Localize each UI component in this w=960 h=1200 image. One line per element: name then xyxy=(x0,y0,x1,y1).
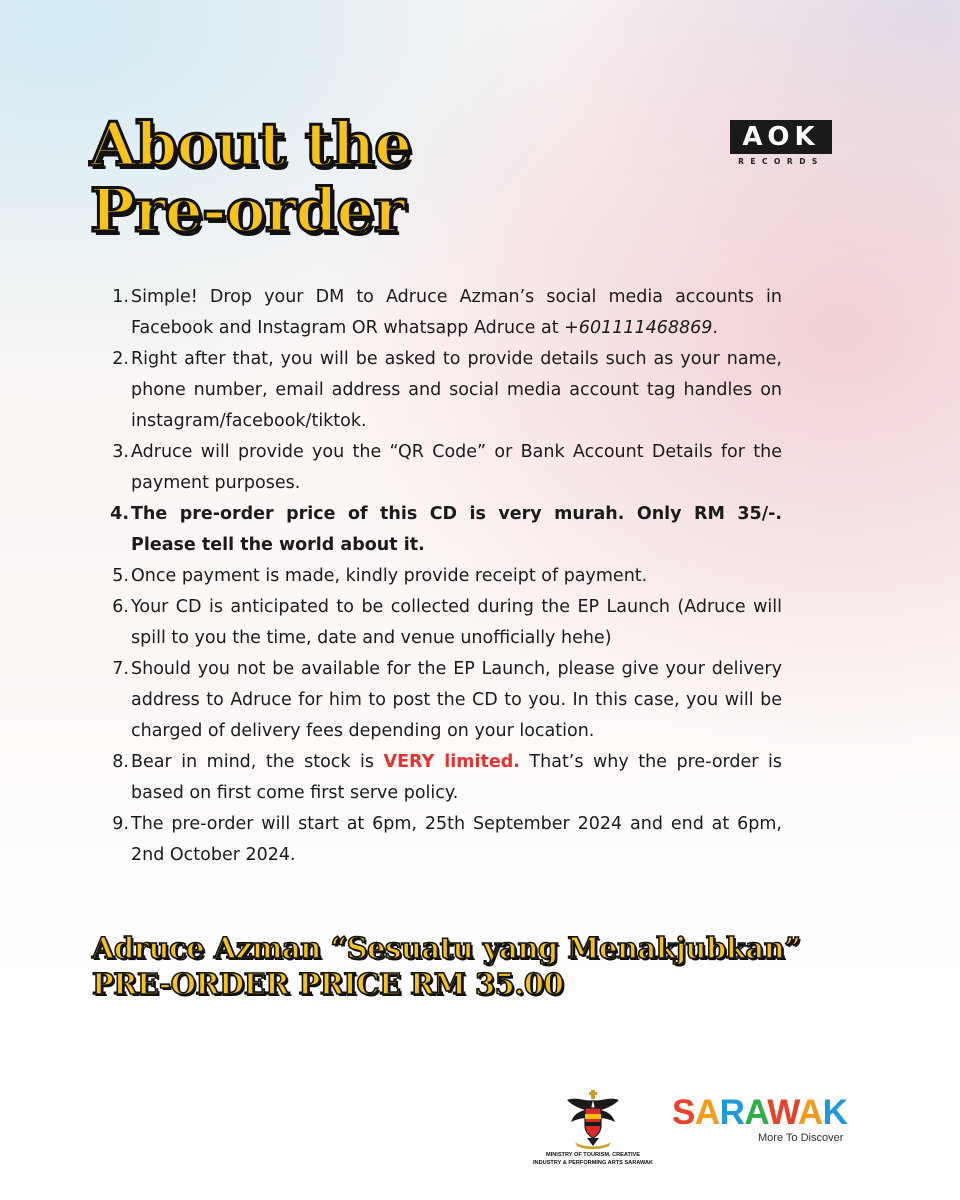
list-item-text xyxy=(129,747,782,809)
sarawak-crest-icon xyxy=(565,1088,621,1150)
step-1-end: . xyxy=(712,318,718,338)
list-item xyxy=(110,809,782,871)
list-item-number: 8. xyxy=(112,752,129,772)
list-item-text: The pre-order will start at 6pm, 25th September 2024 and end at 6pm, 2nd October 2024. xyxy=(131,814,782,865)
aok-logo-text: AOK xyxy=(730,120,832,154)
list-item-text xyxy=(129,282,782,344)
sarawak-letter: A xyxy=(694,1093,720,1132)
list-item-text: Adruce will provide you the “QR Code” or Bank Account Details for the payment purposes. xyxy=(131,442,782,493)
list-item xyxy=(110,561,782,592)
list-item-number: 6. xyxy=(112,597,129,617)
aok-logo-subtext: RECORDS xyxy=(738,157,824,166)
step-8-text: Bear in mind, the stock is xyxy=(131,752,384,772)
sarawak-tagline: More To Discover xyxy=(758,1132,844,1144)
list-item-number: 3. xyxy=(112,442,129,462)
sarawak-letter: R xyxy=(719,1093,745,1132)
sarawak-letter: K xyxy=(822,1093,848,1132)
page-title-line-2: Pre-order xyxy=(90,176,405,246)
whatsapp-number: +601111468869 xyxy=(564,318,713,338)
sarawak-letter: A xyxy=(797,1093,823,1132)
sarawak-letter: S xyxy=(672,1093,695,1132)
ministry-name-line-2: INDUSTRY & PERFORMING ARTS SARAWAK xyxy=(532,1159,654,1166)
preorder-steps-list xyxy=(110,282,782,871)
list-item-number: 5. xyxy=(112,566,129,586)
list-item-text: Your CD is anticipated to be collected during the EP Launch (Adruce will spill to you the time, date and venue unofficially hehe) xyxy=(131,597,782,648)
sarawak-letter: W xyxy=(767,1093,798,1132)
preorder-price: PRE-ORDER PRICE RM 35.00 xyxy=(92,967,564,1001)
sarawak-tourism-logo xyxy=(672,1094,862,1144)
step-8-end: That’s why the pre-order is based on first come first serve policy. xyxy=(131,752,782,803)
album-title: Adruce Azman “Sesuatu yang Menakjubkan” xyxy=(92,931,801,965)
preorder-price-banner xyxy=(92,930,800,1002)
list-item xyxy=(110,747,782,809)
list-item-text: Once payment is made, kindly provide receipt of payment. xyxy=(131,566,648,586)
list-item-text: Should you not be available for the EP Launch, please give your delivery address to Adruce for him to post the CD to you. In this case, you will be charged of delivery fees depending on your location. xyxy=(131,659,782,741)
page-title xyxy=(90,112,411,244)
step-1-text: Simple! Drop your DM to Adruce Azman’s social media accounts in Facebook and Instagram OR whatsapp Adruce at xyxy=(131,287,782,338)
ministry-logo xyxy=(528,1088,658,1167)
list-item xyxy=(110,344,782,437)
sarawak-letter: A xyxy=(744,1093,768,1132)
page-title-line-1: About the xyxy=(90,110,412,180)
list-item xyxy=(110,499,782,561)
list-item xyxy=(110,282,782,344)
list-item-number: 2. xyxy=(112,349,129,369)
list-item-number: 1. xyxy=(112,287,129,307)
list-item-number: 7. xyxy=(112,659,129,679)
list-item-number: 9. xyxy=(112,814,129,834)
list-item xyxy=(110,654,782,747)
ministry-name-line-1: MINISTRY OF TOURISM, CREATIVE xyxy=(546,1152,640,1158)
list-item xyxy=(110,592,782,654)
list-item xyxy=(110,437,782,499)
aok-records-logo xyxy=(730,120,832,166)
list-item-number: 4. xyxy=(110,504,129,524)
sarawak-wordmark xyxy=(672,1094,862,1132)
very-limited-highlight: VERY limited. xyxy=(383,752,520,772)
list-item-text: The pre-order price of this CD is very murah. Only RM 35/-. Please tell the world about it. xyxy=(131,504,782,555)
list-item-text: Right after that, you will be asked to provide details such as your name, phone number, email address and social media account tag handles on instagram/facebook/tiktok. xyxy=(131,349,782,431)
